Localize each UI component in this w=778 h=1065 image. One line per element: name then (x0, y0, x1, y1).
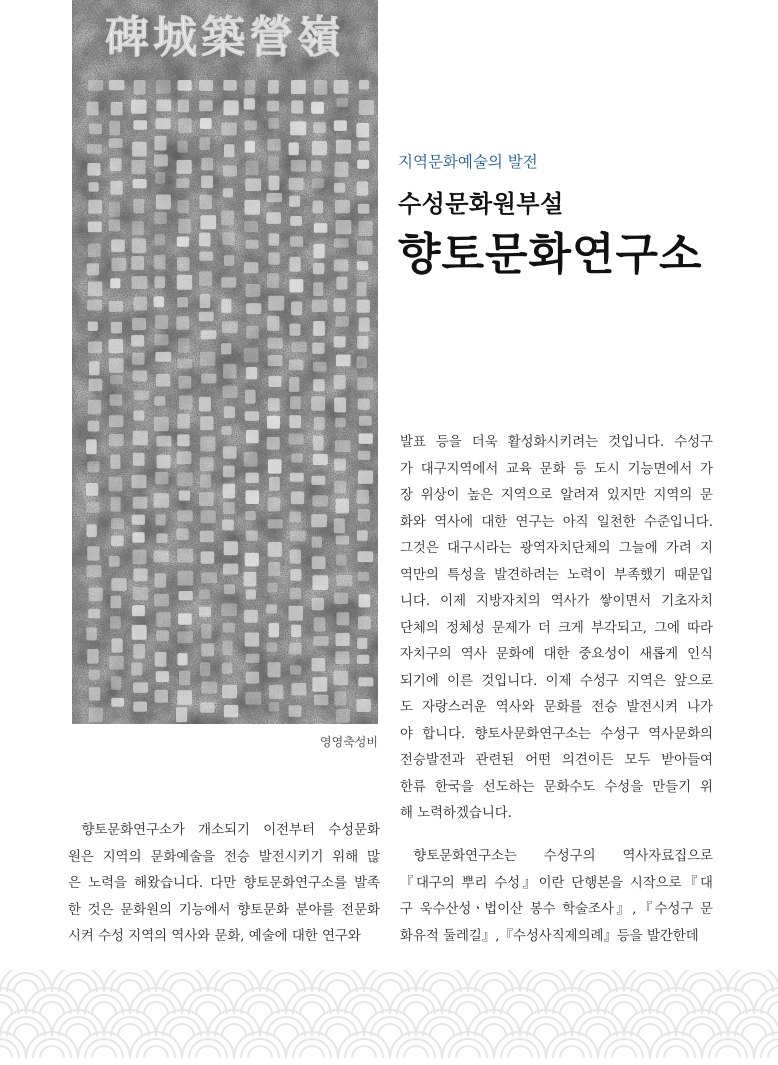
body-paragraph-left (68, 818, 380, 951)
text-line: 되기에 이른 것입니다. 이제 수성구 지역은 앞으로 (400, 673, 713, 689)
text-line: 역만의 특성을 발견하려는 노력이 부족했기 때문입 (400, 567, 713, 583)
text-line: 발표 등을 더욱 활성화시키려는 것입니다. 수성구 (400, 435, 713, 450)
text-line: 야 합니다. 향토사문화연구소는 수성구 역사문화의 (400, 726, 713, 742)
page-title: 향토문화연구소 (398, 229, 703, 280)
text-line: 향토문화연구소가 개소되기 이전부터 수성문화 (81, 823, 380, 838)
text-line: 화와 역사에 대한 연구는 아직 일천한 수준입니다. (400, 514, 713, 530)
text-line: 『대구의 뿌리 수성』이란 단행본을 시작으로『대 (400, 875, 713, 891)
section-kicker: 지역문화예술의 발전 (398, 153, 538, 171)
text-line: 장 위상이 높은 지역으로 알려져 있지만 지역의 문 (400, 488, 713, 503)
text-line: 은 노력을 해왔습니다. 다만 향토문화연구소를 발족 (68, 876, 380, 891)
text-line: 구 욱수산성ㆍ법이산 봉수 학술조사』,『수성구 문 (400, 902, 713, 917)
text-line: 니다. 이제 지방자치의 역사가 쌓이면서 기초자치 (400, 594, 713, 609)
text-line: 전승발전과 관련된 어떤 의견이든 모두 받아들여 (400, 753, 713, 768)
text-line: 한류 한국을 선도하는 문화수도 수성을 만들기 위 (400, 779, 713, 795)
text-line: 도 자랑스러운 역사와 문화를 전승 발전시켜 나가 (400, 700, 713, 715)
text-line: 단체의 정체성 문제가 더 크게 부각되고, 그에 따라 (400, 620, 713, 636)
text-line: 가 대구지역에서 교육 문화 등 도시 기능면에서 가 (400, 461, 713, 477)
text-line: 그것은 대구시라는 광역자치단체의 그늘에 가려 지 (400, 541, 713, 556)
image-caption: 영영축성비 (320, 735, 378, 749)
text-line: 한 것은 문화원의 기능에서 향토문화 분야를 전문화 (68, 902, 380, 918)
text-line: 향토문화연구소는 수성구의 역사자료집으로 (413, 849, 713, 864)
page-subtitle: 수성문화원부설 (398, 190, 564, 218)
text-line: 자치구의 역사 문화에 대한 중요성이 새롭게 인식 (400, 647, 713, 662)
body-paragraph-right-2 (400, 844, 713, 950)
text-line: 해 노력하겠습니다. (400, 806, 512, 821)
stele-rubbing-image (72, 0, 378, 724)
body-paragraph-right-1 (400, 430, 713, 828)
text-line: 원은 지역의 문화예술을 전승 발전시키기 위해 많 (68, 849, 380, 865)
text-line: 화유적 둘레길』,『수성사직제의례』등을 발간한데 (400, 928, 699, 944)
wave-pattern-decoration (0, 970, 778, 1065)
rubbing-title-glyphs: 碑城築營嶺 (105, 12, 345, 63)
text-line: 시켜 수성 지역의 역사와 문화, 예술에 대한 연구와 (68, 929, 361, 944)
